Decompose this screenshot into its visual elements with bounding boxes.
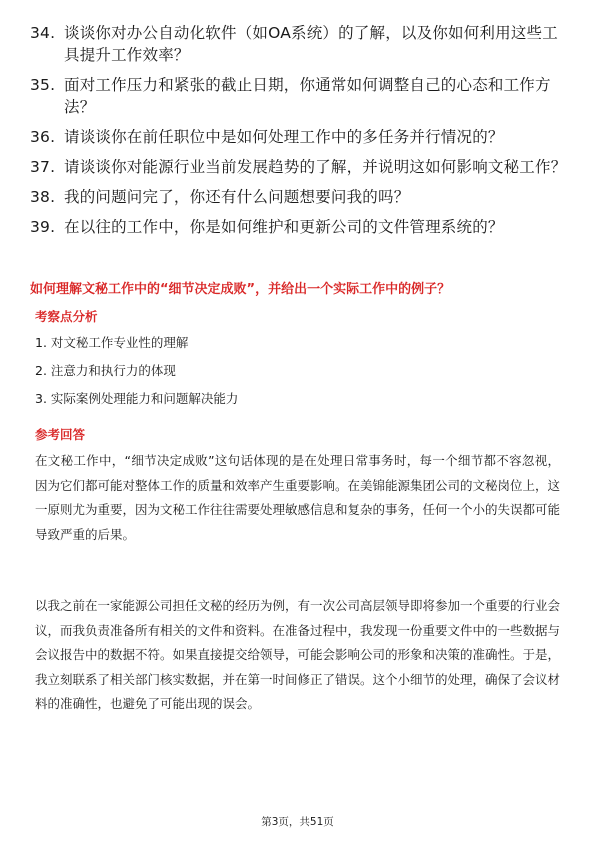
question-number: 36. <box>30 128 56 146</box>
page-footer: 第3页，共51页 <box>261 816 334 828</box>
question-item <box>30 216 570 238</box>
question-list <box>30 22 570 246</box>
analysis-item: 3. 实际案例处理能力和问题解决能力 <box>35 391 239 406</box>
question-text: 我的问题问完了，你还有什么问题想要问我的吗？ <box>64 188 410 206</box>
question-text: 请谈谈你在前任职位中是如何处理工作中的多任务并行情况的？ <box>64 128 504 146</box>
question-number: 35. <box>30 76 56 94</box>
analysis-item: 2. 注意力和执行力的体现 <box>35 363 176 378</box>
question-number: 34. <box>30 24 56 42</box>
analysis-heading: 考察点分析 <box>35 309 98 324</box>
question-item <box>30 74 570 118</box>
answer-paragraph: 在文秘工作中，“细节决定成败”这句话体现的是在处理日常事务时，每一个细节都不容忽视，因为它们都可能对整体工作的质量和效率产生重要影响。在美锦能源集团公司的文秘岗位上，这一原则尤为重要，因为文秘工作往往需要处理敏感信息和复杂的事务，任何一个小的失误都可能导致严重的后果。 <box>35 453 561 542</box>
question-number: 39. <box>30 218 56 236</box>
section-title: 如何理解文秘工作中的“细节决定成败”，并给出一个实际工作中的例子？ <box>30 282 451 297</box>
analysis-item: 1. 对文秘工作专业性的理解 <box>35 335 189 350</box>
question-text: 在以往的工作中，你是如何维护和更新公司的文件管理系统的？ <box>64 218 504 236</box>
question-number: 38. <box>30 188 56 206</box>
question-item <box>30 22 570 66</box>
question-item <box>30 126 570 148</box>
question-item <box>30 186 570 208</box>
analysis-list <box>35 334 555 418</box>
question-text: 面对工作压力和紧张的截止日期，你通常如何调整自己的心态和工作方法？ <box>64 76 551 116</box>
answer-heading: 参考回答 <box>35 427 86 442</box>
answer-paragraph: 以我之前在一家能源公司担任文秘的经历为例，有一次公司高层领导即将参加一个重要的行业会议，而我负责准备所有相关的文件和资料。在准备过程中，我发现一份重要文件中的一些数据与会议报告中的数据不符。如果直接提交给领导，可能会影响公司的形象和决策的准确性。于是，我立刻联系了相关部门核实数据，并在第一时间修正了错误。这个小细节的处理，确保了会议材料的准确性，也避免了可能出现的误会。 <box>35 598 561 711</box>
question-number: 37. <box>30 158 56 176</box>
question-text: 请谈谈你对能源行业当前发展趋势的了解，并说明这如何影响文秘工作？ <box>64 158 567 176</box>
question-text: 谈谈你对办公自动化软件（如OA系统）的了解，以及你如何利用这些工具提升工作效率？ <box>64 24 558 64</box>
question-item <box>30 156 570 178</box>
